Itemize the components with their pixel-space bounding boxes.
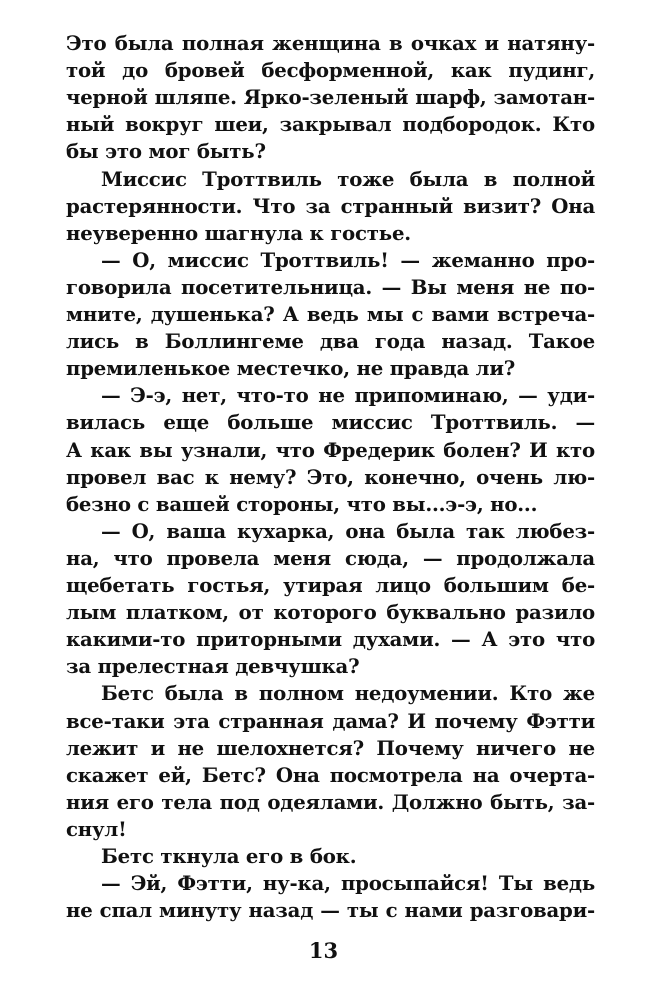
text-line-content: растерянности. Что за странный визит? Она	[66, 195, 595, 218]
text-line-content: не спал минуту назад — ты с нами разговари-	[66, 899, 595, 922]
text-line-content: все-таки эта странная дама? И почему Фэтти	[66, 710, 595, 733]
text-line	[0, 83, 647, 113]
text-line-content: вилась еще больше миссис Троттвиль. —	[66, 411, 595, 434]
text-line	[0, 517, 647, 547]
text-line	[0, 734, 647, 764]
text-line	[0, 815, 647, 845]
text-line-content: А как вы узнали, что Фредерик болен? И кто	[66, 439, 595, 462]
text-line	[0, 110, 647, 140]
text-line	[0, 625, 647, 655]
text-line-content: — Э-э, нет, что-то не припоминаю, — уди-	[101, 384, 595, 407]
text-line	[0, 679, 647, 709]
text-line-content: черной шляпе. Ярко-зеленый шарф, замотан-	[66, 86, 595, 109]
page-number: 13	[308, 938, 339, 963]
text-line-content: — О, ваша кухарка, она была так любез-	[101, 520, 595, 543]
text-line-content: какими-то приторными духами. — А это что	[66, 628, 595, 651]
text-line	[0, 219, 647, 249]
text-line-content: Бетс была в полном недоумении. Кто же	[101, 682, 595, 705]
text-line	[0, 598, 647, 628]
text-line	[0, 869, 647, 899]
text-line-content: говорила посетительница. — Вы меня не по-	[66, 276, 595, 299]
text-line-content: премиленькое местечко, не правда ли?	[66, 357, 516, 380]
text-line	[0, 788, 647, 818]
text-line	[0, 490, 647, 520]
text-line	[0, 56, 647, 86]
text-line-content: ния его тела под одеялами. Должно быть, за-	[66, 791, 595, 814]
text-line-content: ный вокруг шеи, закрывал подбородок. Кто	[66, 113, 595, 136]
text-line-content: бы это мог быть?	[66, 140, 266, 163]
text-line	[0, 327, 647, 357]
text-line-content: за прелестная девчушка?	[66, 655, 360, 678]
text-line-content: безно с вашей стороны, что вы...э-э, но...	[66, 493, 538, 516]
text-line-content: щебетать гостья, утирая лицо большим бе-	[66, 574, 595, 597]
text-line	[0, 544, 647, 574]
text-line	[0, 273, 647, 303]
text-line	[0, 300, 647, 330]
text-line-content: на, что провела меня сюда, — продолжала	[66, 547, 595, 570]
text-line-content: лись в Боллингеме два года назад. Такое	[66, 330, 595, 353]
text-line	[0, 571, 647, 601]
text-line	[0, 246, 647, 276]
text-line	[0, 436, 647, 466]
text-line	[0, 354, 647, 384]
text-line	[0, 29, 647, 59]
text-line	[0, 896, 647, 926]
text-line-content: Бетс ткнула его в бок.	[101, 845, 357, 868]
text-line-content: лым платком, от которого буквально разило	[66, 601, 595, 624]
text-line	[0, 381, 647, 411]
text-line-content: — О, миссис Троттвиль! — жеманно про-	[101, 249, 595, 272]
text-line	[0, 192, 647, 222]
text-line	[0, 761, 647, 791]
text-line-content: — Эй, Фэтти, ну-ка, просыпайся! Ты ведь	[101, 872, 595, 895]
text-line	[0, 652, 647, 682]
text-line-content: скажет ей, Бетс? Она посмотрела на очерта-	[66, 764, 595, 787]
text-line-content: лежит и не шелохнется? Почему ничего не	[66, 737, 595, 760]
text-line-content: неуверенно шагнула к гостье.	[66, 222, 411, 245]
text-line	[0, 463, 647, 493]
text-line	[0, 137, 647, 167]
text-line-content: снул!	[66, 818, 127, 841]
text-line-content: провел вас к нему? Это, конечно, очень лю-	[66, 466, 595, 489]
text-line	[0, 408, 647, 438]
text-line-content: Это была полная женщина в очках и натяну-	[66, 32, 595, 55]
text-line-content: той до бровей бесформенной, как пудинг,	[66, 59, 595, 82]
text-line	[0, 165, 647, 195]
text-line-content: Миссис Троттвиль тоже была в полной	[101, 168, 595, 191]
text-line-content: мните, душенька? А ведь мы с вами встреча-	[66, 303, 595, 326]
text-line	[0, 842, 647, 872]
text-line	[0, 707, 647, 737]
